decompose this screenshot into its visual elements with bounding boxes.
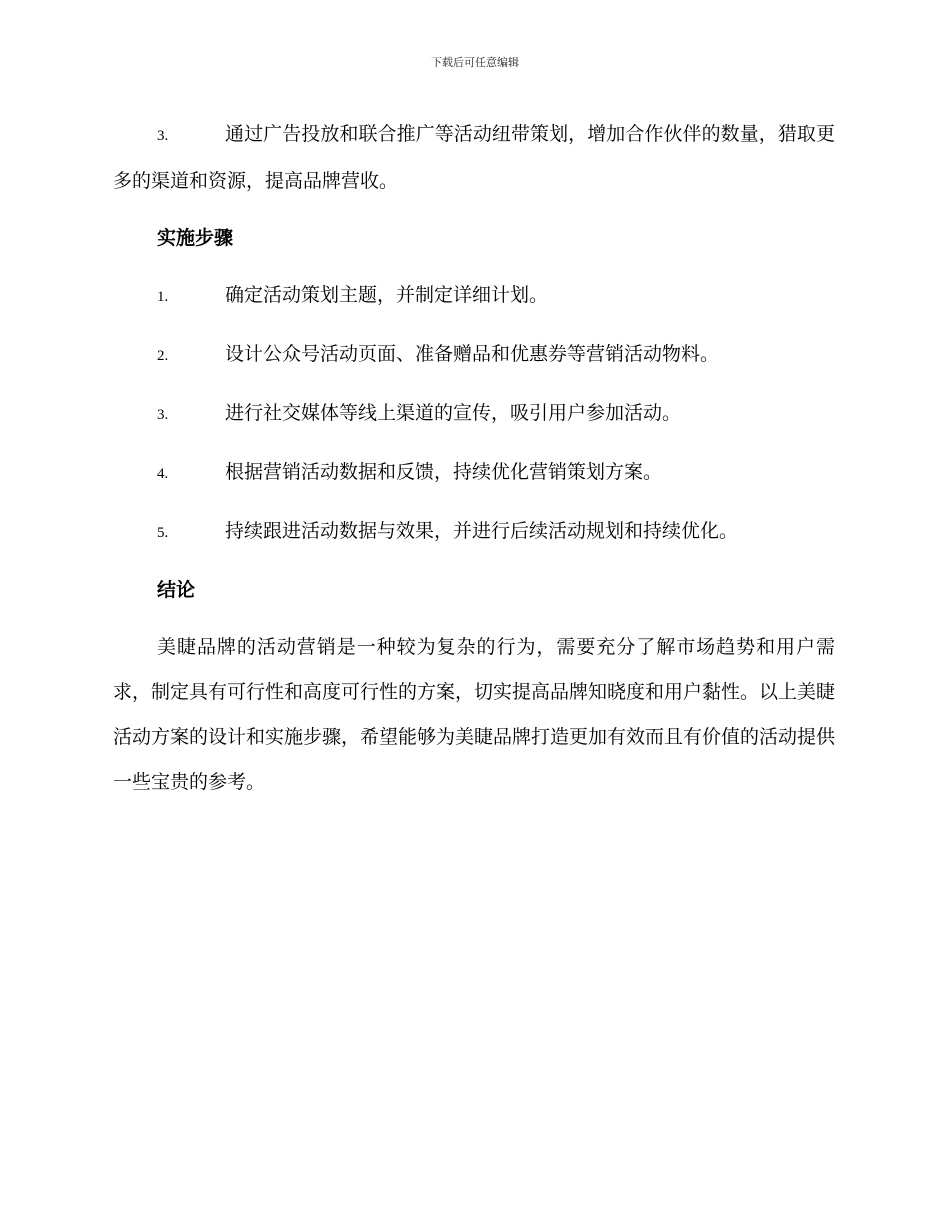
step-text: 根据营销活动数据和反馈，持续优化营销策划方案。: [225, 461, 663, 483]
intro-list-item: [113, 112, 835, 204]
step-item-2: [157, 332, 835, 379]
step-number: 4.: [157, 466, 169, 482]
intro-list-text: 通过广告投放和联合推广等活动纽带策划，增加合作伙伴的数量，猎取更多的渠道和资源，提高品牌营收。: [113, 123, 835, 192]
step-item-1: [157, 273, 835, 320]
step-text: 设计公众号活动页面、准备赠品和优惠券等营销活动物料。: [225, 343, 720, 365]
step-text: 进行社交媒体等线上渠道的宣传，吸引用户参加活动。: [225, 402, 682, 424]
header-note: 下载后可任意编辑: [431, 56, 519, 69]
conclusion-heading: 结论: [157, 579, 196, 601]
step-item-3: [157, 391, 835, 438]
step-text: 持续跟进活动数据与效果，并进行后续活动规划和持续优化。: [225, 520, 739, 542]
step-number: 2.: [157, 348, 169, 364]
step-number: 3.: [157, 407, 169, 423]
step-item-5: [157, 509, 835, 556]
step-text: 确定活动策划主题，并制定详细计划。: [225, 284, 549, 306]
conclusion-paragraph: 美睫品牌的活动营销是一种较为复杂的行为，需要充分了解市场趋势和用户需求，制定具有可行性和高度可行性的方案，切实提高品牌知晓度和用户黏性。以上美睫活动方案的设计和实施步骤，希望能够为美睫品牌打造更加有效而且有价值的活动提供一些宝贵的参考。: [113, 636, 836, 793]
step-number: 1.: [157, 289, 169, 305]
intro-list-number: 3.: [157, 128, 169, 144]
step-item-4: [157, 450, 835, 497]
steps-heading: 实施步骤: [157, 227, 234, 249]
document-body: [113, 112, 835, 805]
step-number: 5.: [157, 525, 169, 541]
